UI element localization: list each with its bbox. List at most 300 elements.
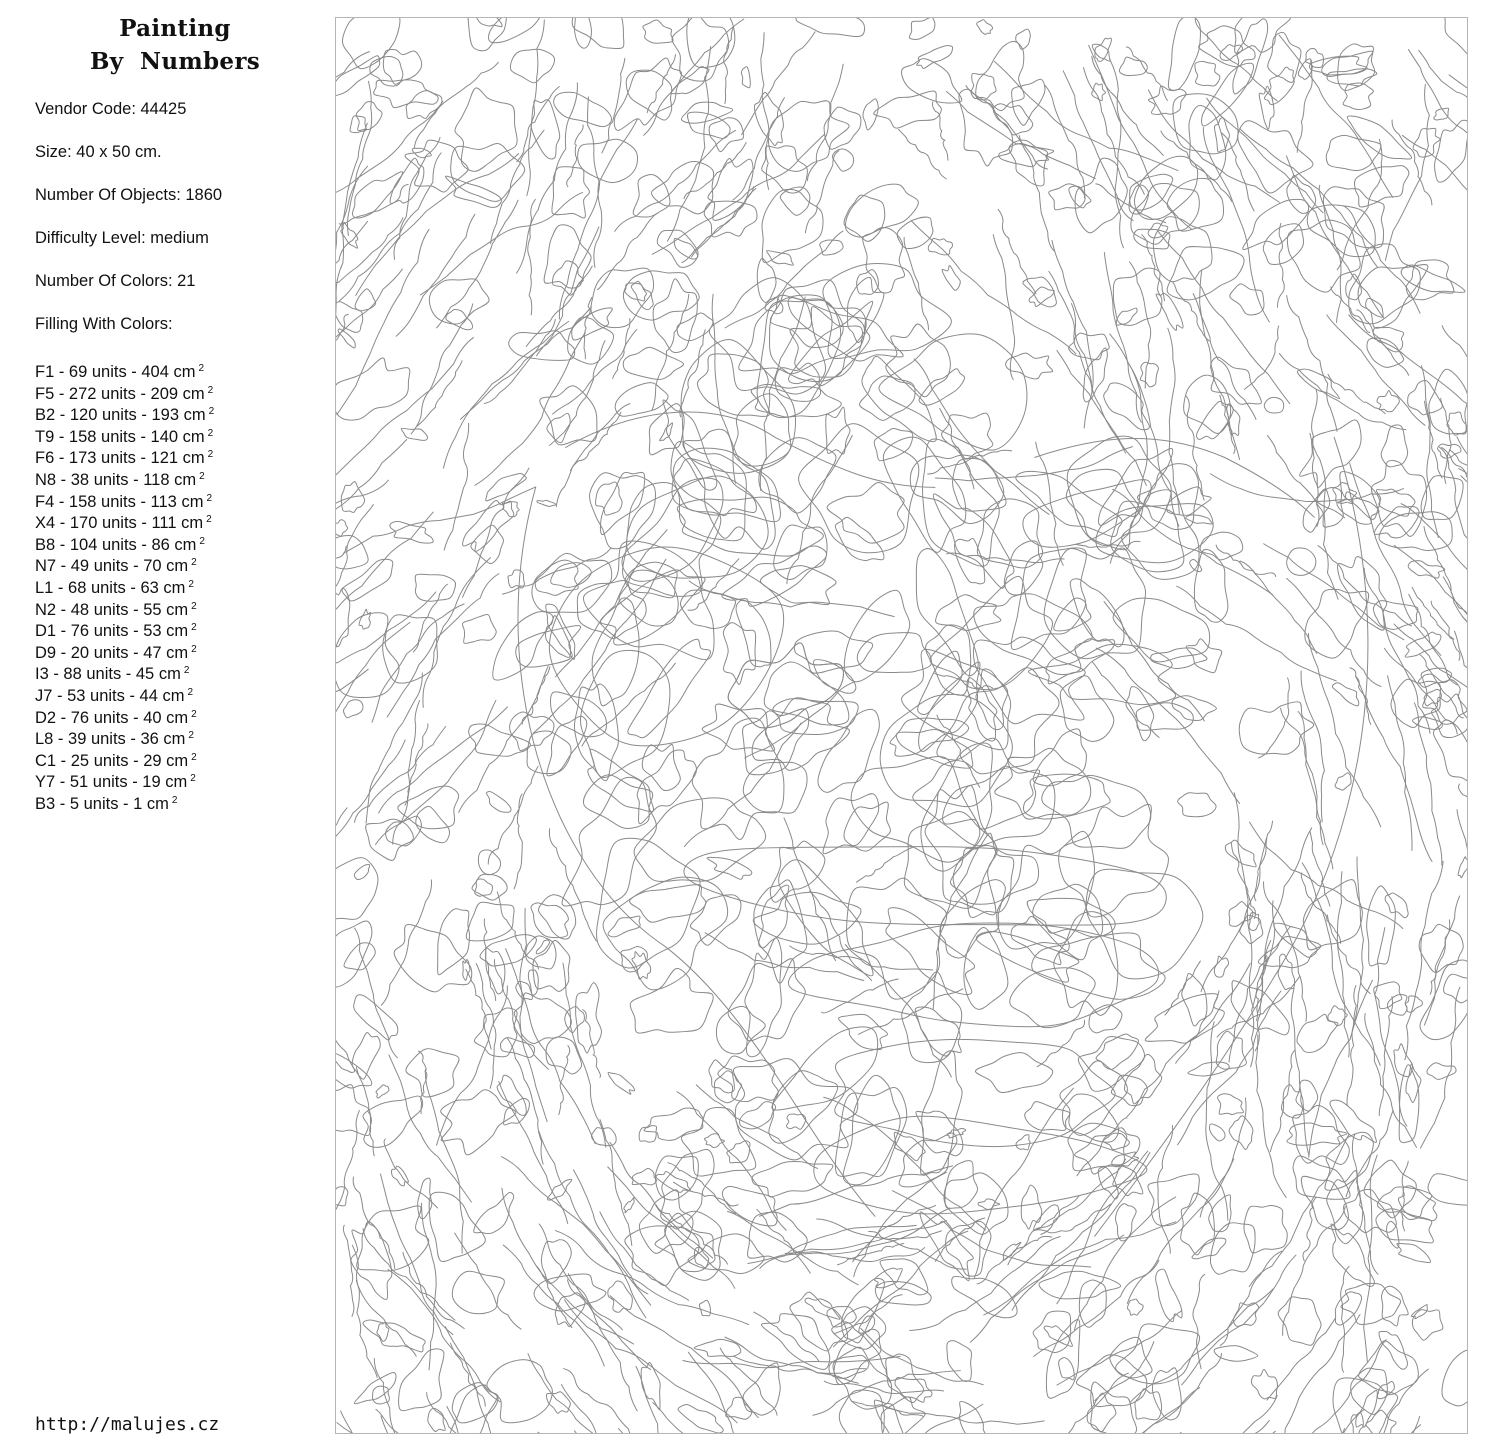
- color-row: [35, 401, 214, 423]
- outline-region: [351, 1222, 392, 1300]
- hair-strand-outline: [1401, 504, 1467, 639]
- hair-strand-outline: [734, 1356, 859, 1383]
- outline-region: [514, 993, 571, 1044]
- outline-region: [1010, 968, 1095, 1028]
- line-art-portrait: [336, 18, 1467, 1433]
- outline-region: [1078, 1037, 1144, 1092]
- hair-strand-outline: [476, 964, 496, 1089]
- color-row-unit-exponent: 2: [171, 794, 178, 806]
- hair-strand-outline: [692, 187, 754, 257]
- outline-region: [890, 718, 969, 756]
- outline-region: [695, 1247, 709, 1267]
- hair-strand-outline: [935, 1218, 984, 1261]
- hair-strand-outline: [388, 1270, 500, 1402]
- hair-strand-outline: [610, 1296, 758, 1418]
- hair-strand-outline: [517, 87, 559, 162]
- color-list: [35, 358, 214, 811]
- hair-strand-outline: [567, 125, 583, 187]
- hair-strand-outline: [1331, 287, 1370, 333]
- outline-region: [832, 149, 853, 171]
- outline-region: [1305, 589, 1369, 658]
- hair-strand-outline: [491, 130, 544, 243]
- outline-region: [336, 921, 372, 987]
- hair-strand-outline: [843, 1322, 890, 1383]
- hair-strand-outline: [1462, 616, 1467, 711]
- outline-region: [1233, 1303, 1258, 1327]
- hair-strand-outline: [932, 102, 947, 161]
- outline-region: [707, 857, 752, 879]
- outline-region: [1303, 880, 1362, 950]
- outline-region: [608, 1072, 635, 1094]
- outline-region: [342, 18, 399, 69]
- color-row-text: F4 - 158 units - 113 cm: [35, 492, 204, 511]
- hair-strand-outline: [1195, 19, 1277, 101]
- outline-region: [1172, 696, 1216, 721]
- outline-region: [863, 99, 878, 130]
- hair-strand-outline: [1457, 810, 1467, 971]
- outline-region: [657, 230, 698, 267]
- color-row: [35, 682, 214, 704]
- outline-region: [1068, 1123, 1127, 1171]
- hair-strand-outline: [748, 1208, 950, 1263]
- hair-strand-outline: [1177, 586, 1337, 681]
- outline-region: [1113, 268, 1162, 325]
- hair-strand-outline: [356, 154, 519, 296]
- outline-region: [1034, 1205, 1060, 1230]
- outline-region: [590, 473, 656, 549]
- hair-strand-outline: [1158, 231, 1290, 404]
- filling-heading: Filling With Colors:: [35, 315, 173, 333]
- color-row-text: Y7 - 51 units - 19 cm: [35, 773, 188, 792]
- outline-region: [1244, 1205, 1287, 1253]
- hair-strand-outline: [1409, 50, 1467, 155]
- outline-region: [692, 718, 784, 839]
- hair-strand-outline: [947, 91, 1096, 178]
- outline-region: [1156, 1269, 1183, 1322]
- hair-strand-outline: [784, 818, 836, 961]
- outline-region: [1343, 83, 1373, 109]
- color-row-text: X4 - 170 units - 111 cm: [35, 514, 204, 533]
- outline-region: [416, 806, 450, 842]
- outline-region: [974, 594, 1092, 675]
- outline-region: [544, 225, 591, 288]
- outline-region: [1371, 460, 1426, 536]
- hair-strand-outline: [656, 1205, 727, 1264]
- hair-strand-outline: [1371, 1369, 1428, 1433]
- hair-strand-outline: [1206, 1022, 1228, 1220]
- color-row-text: T9 - 158 units - 140 cm: [35, 427, 205, 446]
- difficulty-level: Difficulty Level: medium: [35, 229, 209, 247]
- outline-region: [1440, 18, 1467, 57]
- color-row-text: B8 - 104 units - 86 cm: [35, 535, 197, 554]
- outline-region: [1431, 694, 1467, 737]
- hair-strand-outline: [539, 1131, 646, 1318]
- outline-region: [1419, 924, 1463, 972]
- outline-region: [1012, 79, 1045, 125]
- hair-strand-outline: [1033, 1373, 1128, 1433]
- hair-strand-outline: [355, 928, 398, 1058]
- hair-strand-outline: [1443, 577, 1467, 707]
- hair-strand-outline: [1419, 50, 1467, 127]
- outline-region: [1326, 135, 1381, 170]
- outline-region: [863, 228, 905, 293]
- hair-strand-outline: [559, 1046, 570, 1115]
- outline-region: [1239, 702, 1314, 755]
- color-row-unit-exponent: 2: [199, 470, 205, 482]
- color-row: [35, 617, 214, 639]
- hair-strand-outline: [1375, 928, 1407, 1126]
- hair-strand-outline: [517, 83, 578, 273]
- outline-region: [597, 838, 701, 968]
- outline-region: [554, 92, 612, 126]
- outline-region: [844, 195, 885, 241]
- outline-region: [874, 91, 942, 128]
- outline-region: [552, 167, 590, 218]
- outline-region: [718, 1056, 778, 1102]
- hair-strand-outline: [497, 892, 538, 969]
- outline-region: [536, 940, 549, 954]
- outline-region: [390, 158, 424, 203]
- outline-region: [1301, 1176, 1348, 1229]
- outline-region: [926, 625, 971, 695]
- hair-strand-outline: [488, 766, 538, 864]
- color-row: [35, 466, 214, 488]
- outline-region: [643, 20, 673, 43]
- outline-region: [964, 927, 1008, 1009]
- outline-region: [1243, 199, 1309, 249]
- outline-region: [805, 1298, 840, 1319]
- outline-region: [354, 865, 369, 880]
- outline-region: [1110, 1337, 1152, 1378]
- outline-region: [1278, 1297, 1321, 1345]
- color-row-unit-exponent: 2: [187, 686, 194, 698]
- hair-strand-outline: [977, 1236, 1052, 1284]
- hair-strand-outline: [1033, 1204, 1110, 1233]
- outline-region: [1306, 48, 1324, 67]
- hair-strand-outline: [584, 298, 592, 359]
- outline-region: [487, 792, 511, 813]
- outline-region: [925, 786, 997, 915]
- hair-strand-outline: [514, 794, 522, 889]
- outline-region: [572, 18, 624, 49]
- hair-strand-outline: [339, 184, 408, 224]
- outline-region: [955, 538, 985, 583]
- outline-region: [363, 1320, 425, 1352]
- hair-strand-outline: [1148, 90, 1279, 202]
- color-row: [35, 488, 214, 510]
- hair-strand-outline: [563, 1369, 637, 1433]
- outline-region: [1376, 489, 1415, 516]
- outline-region: [1016, 1135, 1030, 1150]
- hair-strand-outline: [1287, 578, 1381, 686]
- outline-region: [595, 482, 622, 515]
- hair-strand-outline: [1352, 1134, 1378, 1274]
- outline-region: [474, 18, 502, 27]
- outline-region: [844, 802, 890, 851]
- hair-strand-outline: [336, 221, 368, 344]
- color-row: [35, 704, 214, 726]
- outline-region: [736, 600, 771, 667]
- outline-region: [978, 1199, 1000, 1210]
- hair-strand-outline: [494, 960, 548, 1070]
- hair-strand-outline: [1210, 474, 1403, 502]
- hair-strand-outline: [447, 1407, 496, 1433]
- outline-region: [752, 1162, 833, 1197]
- color-row-text: D2 - 76 units - 40 cm: [35, 708, 189, 727]
- outline-region: [1023, 480, 1151, 548]
- hair-strand-outline: [904, 237, 928, 329]
- hair-strand-outline: [937, 715, 980, 787]
- outline-region: [1095, 38, 1111, 61]
- hair-strand-outline: [437, 986, 508, 1145]
- outline-region: [1229, 902, 1253, 927]
- outline-region: [538, 895, 575, 939]
- outline-region: [1210, 1124, 1226, 1141]
- color-row: [35, 423, 214, 445]
- outline-region: [354, 995, 398, 1040]
- outline-region: [625, 283, 647, 301]
- outline-region: [923, 439, 1000, 566]
- face-contour-left: [518, 487, 875, 1216]
- outline-region: [1029, 287, 1054, 307]
- color-row: [35, 596, 214, 618]
- hair-strand-outline: [1337, 872, 1349, 1057]
- hair-strand-outline: [1279, 354, 1405, 430]
- outline-region: [1136, 703, 1193, 731]
- outline-region: [790, 1292, 848, 1351]
- outline-region: [463, 500, 514, 551]
- outline-region: [1278, 954, 1294, 989]
- outline-region: [708, 159, 753, 221]
- hair-strand-outline: [417, 361, 462, 427]
- color-row-unit-exponent: 2: [199, 535, 205, 547]
- color-row-text: B3 - 5 units - 1 cm: [35, 794, 169, 813]
- hair-strand-outline: [689, 581, 894, 617]
- outline-region: [455, 88, 517, 171]
- outline-region: [1434, 108, 1449, 120]
- color-row-text: N8 - 38 units - 118 cm: [35, 470, 197, 489]
- outline-region: [1428, 1174, 1467, 1205]
- outline-region: [1444, 974, 1467, 1003]
- outline-region: [1225, 840, 1256, 867]
- outline-region: [976, 669, 1008, 730]
- brand-title: [80, 12, 270, 78]
- color-row-unit-exponent: 2: [206, 492, 212, 504]
- outline-region: [1412, 1310, 1442, 1341]
- color-row-text: I3 - 88 units - 45 cm: [35, 665, 181, 684]
- outline-region: [1152, 1368, 1181, 1420]
- outline-region: [1210, 1223, 1255, 1275]
- hair-strand-outline: [1459, 784, 1467, 844]
- hair-strand-outline: [1229, 927, 1290, 1062]
- outline-region: [625, 1226, 699, 1286]
- outline-region: [527, 731, 571, 774]
- hair-strand-outline: [336, 512, 433, 651]
- hair-strand-outline: [1076, 541, 1140, 547]
- hair-strand-outline: [1249, 1134, 1349, 1286]
- outline-region: [942, 413, 993, 459]
- outline-region: [799, 424, 919, 553]
- hair-strand-outline: [568, 1274, 637, 1411]
- hair-strand-outline: [339, 153, 441, 301]
- color-row: [35, 747, 214, 769]
- outline-region: [1249, 912, 1259, 930]
- outline-region: [743, 762, 807, 813]
- color-row-unit-exponent: 2: [188, 730, 194, 742]
- outline-region: [1033, 1311, 1071, 1352]
- hair-strand-outline: [1186, 396, 1204, 500]
- outline-region: [644, 1108, 703, 1140]
- hair-strand-outline: [443, 321, 568, 468]
- outline-region: [475, 879, 493, 896]
- hair-strand-outline: [1441, 398, 1451, 483]
- hair-strand-outline: [858, 989, 962, 1035]
- outline-region: [716, 1006, 765, 1053]
- hair-strand-outline: [466, 969, 491, 1049]
- outline-region: [1367, 886, 1396, 966]
- outline-region: [794, 631, 872, 673]
- color-row-text: D1 - 76 units - 53 cm: [35, 622, 189, 641]
- outline-region: [574, 684, 618, 781]
- outline-region: [1344, 1189, 1397, 1232]
- hair-strand-outline: [537, 227, 599, 356]
- outline-region: [1178, 793, 1216, 817]
- outline-region: [406, 1049, 459, 1097]
- hair-strand-outline: [1281, 708, 1323, 844]
- website-link[interactable]: http://malujes.cz: [35, 1414, 220, 1435]
- hair-strand-outline: [1355, 857, 1364, 1022]
- hair-strand-outline: [1240, 129, 1377, 267]
- outline-region: [1116, 1204, 1137, 1241]
- hair-strand-outline: [600, 1212, 689, 1300]
- hair-strand-outline: [1034, 1260, 1159, 1356]
- outline-region: [472, 874, 507, 900]
- outline-region: [343, 700, 362, 718]
- outline-region: [1359, 1341, 1419, 1395]
- outline-region: [357, 1206, 429, 1271]
- outline-region: [1379, 1331, 1408, 1369]
- hair-strand-outline: [336, 338, 473, 478]
- outline-region: [1021, 1185, 1041, 1229]
- outline-region: [1264, 67, 1294, 105]
- size: Size: 40 x 50 cm.: [35, 143, 162, 161]
- color-row-unit-exponent: 2: [191, 600, 197, 612]
- outline-region: [976, 932, 1079, 983]
- brand-line-2: By Numbers: [90, 48, 260, 75]
- hair-strand-outline: [805, 151, 839, 233]
- outline-region: [474, 1192, 514, 1233]
- outline-region: [501, 1038, 535, 1058]
- hair-strand-outline: [1092, 57, 1164, 156]
- hair-strand-outline: [353, 1177, 395, 1268]
- hair-strand-outline: [940, 408, 974, 488]
- outline-region: [1338, 557, 1387, 631]
- hair-strand-outline: [1190, 1421, 1269, 1433]
- outline-region: [624, 1197, 634, 1212]
- hair-strand-outline: [1158, 1125, 1173, 1253]
- outline-region: [1387, 995, 1407, 1016]
- outline-region: [632, 1168, 656, 1184]
- hair-strand-outline: [1130, 1289, 1273, 1403]
- color-row: [35, 380, 214, 402]
- hair-strand-outline: [381, 1416, 480, 1433]
- outline-region: [895, 1377, 932, 1402]
- color-row-text: F6 - 173 units - 121 cm: [35, 449, 205, 468]
- outline-region: [1258, 936, 1320, 967]
- hair-strand-outline: [336, 740, 405, 891]
- hair-strand-outline: [352, 1245, 377, 1377]
- outline-region: [937, 668, 1059, 774]
- color-row: [35, 444, 214, 466]
- hair-strand-outline: [1379, 997, 1392, 1116]
- hair-strand-outline: [570, 412, 621, 471]
- outline-region: [1458, 857, 1467, 878]
- outline-region: [1186, 515, 1213, 524]
- outline-region: [391, 1166, 408, 1186]
- outline-region: [942, 266, 960, 291]
- outline-region: [823, 264, 951, 359]
- outline-region: [1229, 1116, 1253, 1150]
- objects-count: Number Of Objects: 1860: [35, 186, 223, 204]
- outline-region: [489, 18, 547, 43]
- outline-region: [446, 309, 473, 329]
- hair-strand-outline: [914, 359, 1049, 514]
- brand-line-1: Painting: [119, 15, 231, 42]
- outline-region: [415, 574, 455, 601]
- color-row-unit-exponent: 2: [207, 449, 214, 461]
- outline-region: [960, 1401, 993, 1433]
- outline-region: [1351, 1368, 1388, 1414]
- hair-strand-outline: [1330, 1429, 1344, 1433]
- outline-region: [352, 1032, 380, 1079]
- hair-strand-outline: [520, 908, 547, 1121]
- color-row: [35, 531, 214, 553]
- outline-region: [486, 473, 527, 500]
- outline-region: [977, 20, 993, 35]
- color-row-unit-exponent: 2: [207, 384, 214, 396]
- outline-region: [741, 67, 750, 88]
- color-row-unit-exponent: 2: [198, 363, 205, 374]
- outline-region: [1066, 469, 1139, 550]
- outline-region: [1264, 397, 1283, 413]
- color-row-unit-exponent: 2: [188, 578, 194, 590]
- hair-strand-outline: [337, 1423, 488, 1433]
- outline-region: [493, 612, 553, 680]
- outline-region: [1126, 687, 1154, 741]
- outline-region: [915, 1007, 961, 1056]
- outline-region: [1307, 205, 1375, 257]
- outline-region: [845, 184, 918, 237]
- outline-region: [1079, 1280, 1106, 1327]
- outline-region: [406, 91, 442, 119]
- outline-region: [699, 1300, 710, 1316]
- hair-strand-outline: [1267, 1315, 1360, 1433]
- outline-region: [1189, 106, 1226, 180]
- hair-strand-outline: [1267, 436, 1344, 518]
- hair-strand-outline: [911, 221, 1076, 354]
- outline-region: [709, 1060, 734, 1093]
- outline-region: [769, 1071, 838, 1144]
- hair-strand-outline: [1089, 45, 1193, 229]
- color-row-text: N7 - 49 units - 70 cm: [35, 557, 189, 576]
- outline-region: [917, 46, 953, 69]
- hair-strand-outline: [1096, 648, 1239, 803]
- outline-region: [779, 860, 873, 976]
- hair-strand-outline: [1347, 986, 1356, 1106]
- outline-region: [469, 724, 531, 756]
- hair-strand-outline: [527, 20, 544, 196]
- hair-strand-outline: [1182, 1255, 1296, 1385]
